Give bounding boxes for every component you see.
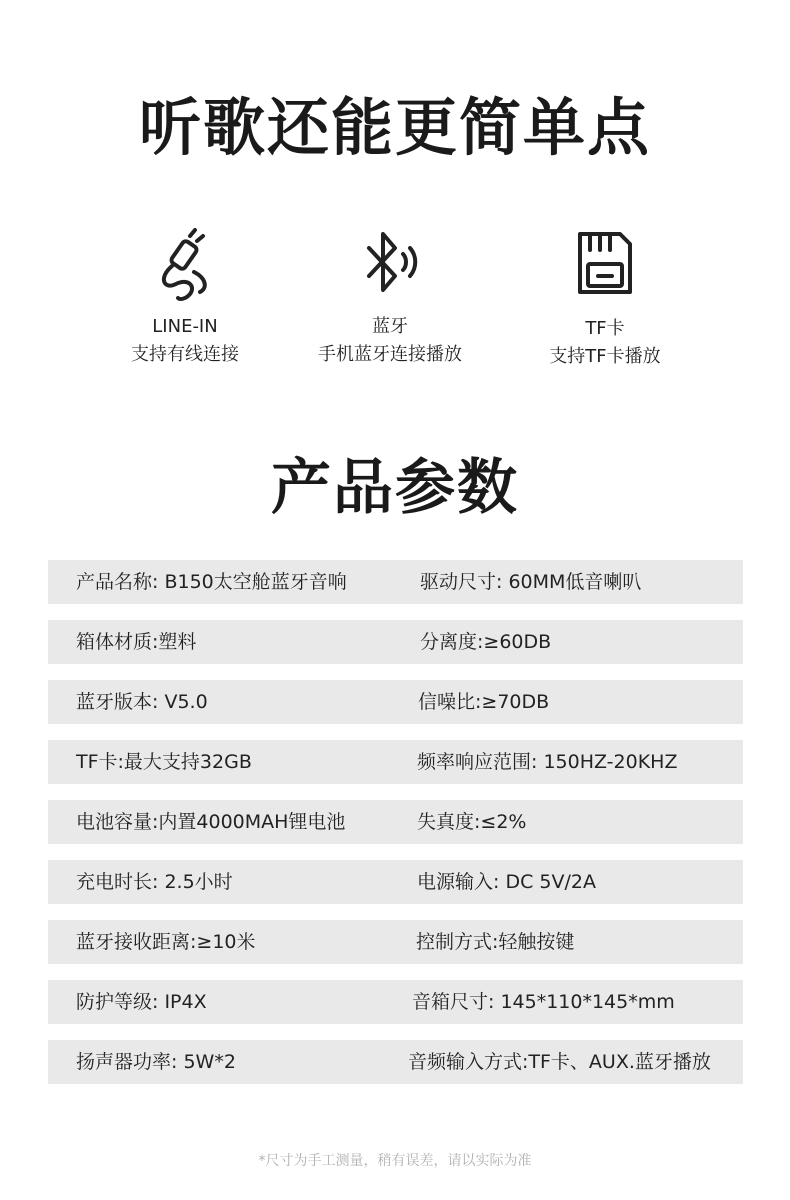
page-title: 听歌还能更简单点: [138, 91, 651, 164]
spec-left: 充电时长: 2.5小时: [76, 871, 233, 893]
spec-right: 频率响应范围: 150HZ-20KHZ: [417, 751, 678, 773]
feature-label-desc: 支持TF卡播放: [549, 346, 661, 367]
spec-right: 控制方式:轻触按键: [416, 931, 575, 953]
spec-row: [48, 920, 743, 964]
spec-right: 失真度:≤2%: [417, 811, 527, 833]
spec-right: 信噪比:≥70DB: [418, 691, 550, 713]
section-title: 产品参数: [271, 453, 519, 523]
spec-left: 产品名称: B150太空舱蓝牙音响: [76, 571, 347, 593]
spec-right: 分离度:≥60DB: [420, 631, 552, 653]
feature-line-in: [85, 228, 285, 369]
spec-left: 蓝牙接收距离:≥10米: [76, 931, 256, 953]
feature-label-title: TF卡: [585, 318, 625, 339]
spec-row: [48, 1040, 743, 1084]
feature-label-title: LINE-IN: [152, 316, 218, 337]
spec-left: 扬声器功率: 5W*2: [76, 1051, 236, 1073]
spec-row: [48, 620, 743, 664]
feature-label-title: 蓝牙: [372, 316, 408, 337]
spec-row: [48, 680, 743, 724]
footnote: *尺寸为手工测量，稍有误差，请以实际为准: [258, 1153, 532, 1169]
spec-left: 蓝牙版本: V5.0: [76, 691, 208, 713]
spec-row: [48, 860, 743, 904]
spec-right: 电源输入: DC 5V/2A: [417, 871, 596, 893]
spec-left: 防护等级: IP4X: [76, 991, 207, 1013]
spec-left: 电池容量:内置4000MAH锂电池: [76, 811, 346, 833]
spec-row: [48, 980, 743, 1024]
feature-tf-card: [505, 230, 705, 371]
spec-left: 箱体材质:塑料: [76, 631, 197, 653]
cable-plug-icon: [150, 228, 220, 303]
feature-label-desc: 支持有线连接: [131, 344, 239, 365]
feature-label-desc: 手机蓝牙连接播放: [318, 344, 462, 365]
spec-right: 音箱尺寸: 145*110*145*mm: [412, 991, 675, 1013]
spec-row: [48, 800, 743, 844]
spec-right: 驱动尺寸: 60MM低音喇叭: [420, 571, 642, 593]
spec-left: TF卡:最大支持32GB: [76, 751, 252, 773]
spec-row: [48, 560, 743, 604]
sd-card-icon: [570, 230, 640, 305]
spec-right: 音频输入方式:TF卡、AUX.蓝牙播放: [408, 1051, 711, 1073]
feature-bluetooth: [290, 228, 490, 369]
bluetooth-icon: [355, 228, 425, 303]
spec-row: [48, 740, 743, 784]
